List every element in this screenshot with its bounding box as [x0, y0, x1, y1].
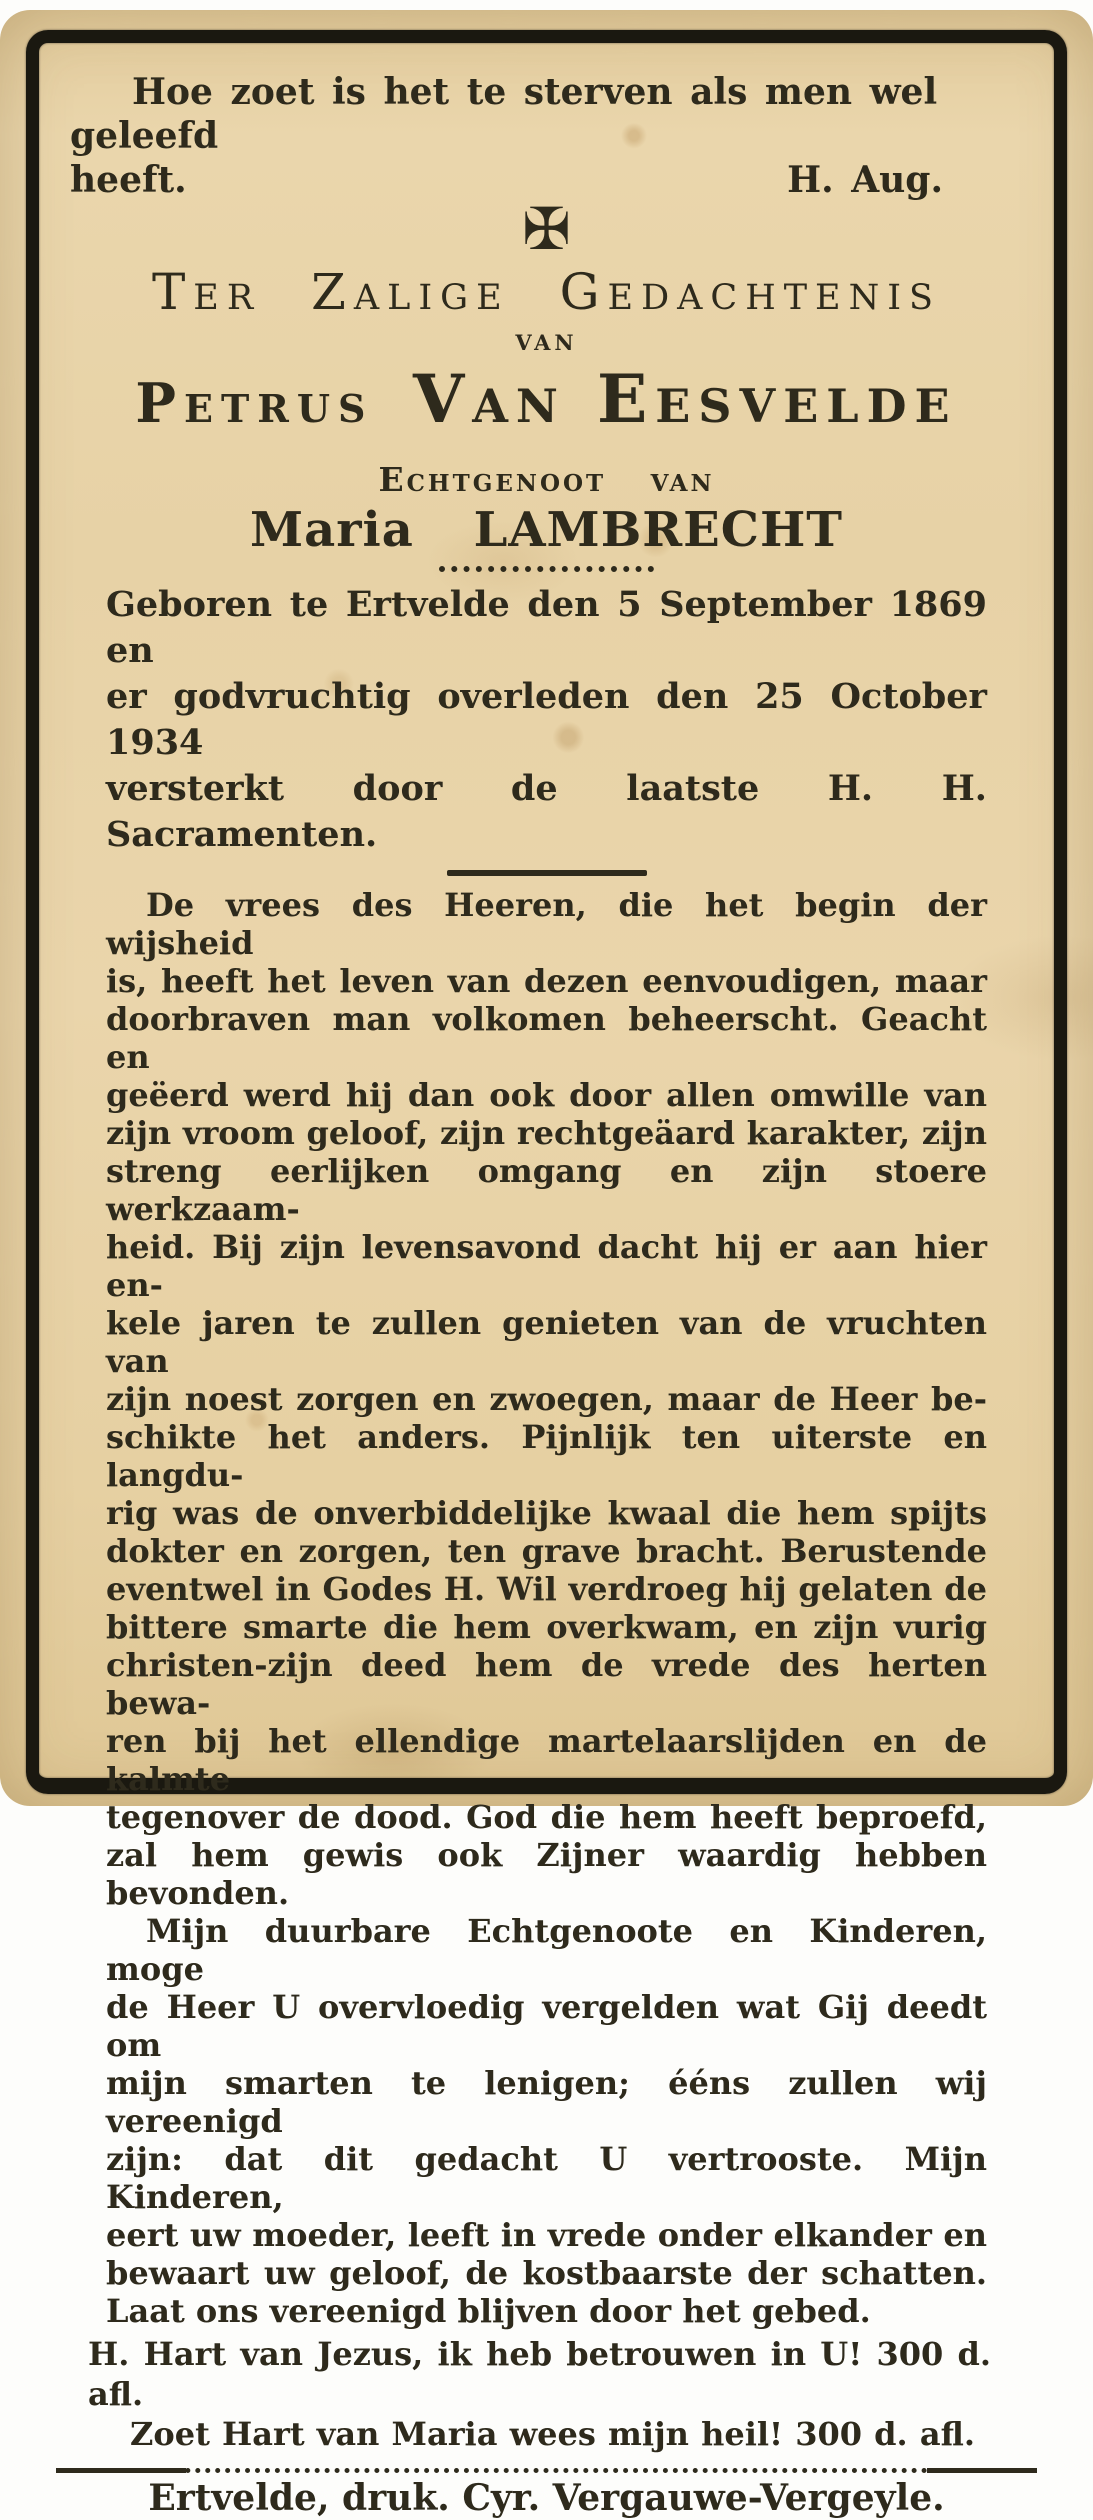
- memorial-heading: Ter Zalige Gedachtenis: [151, 263, 942, 321]
- eulogy-line: is, heeft het leven van dezen eenvoudigen, maar: [106, 962, 987, 1000]
- eulogy-line: streng eerlijken omgang en zijn stoere werkzaam-: [106, 1152, 987, 1228]
- quote-line-2-text: heeft.: [70, 159, 187, 201]
- eulogy-line: Mijn duurbare Echtgenoote en Kinderen, moge: [106, 1912, 987, 1988]
- eulogy-line: De vrees des Heeren, die het begin der wijsheid: [106, 886, 987, 962]
- maltese-cross-icon: ✠: [522, 195, 571, 263]
- eulogy-line: schikte het anders. Pijnlijk ten uiterste en langdu-: [106, 1418, 987, 1494]
- eulogy-line: geëerd werd hij dan ook door allen omwille van: [106, 1076, 987, 1114]
- divider-end-left: [56, 2468, 186, 2473]
- printer-imprint: Ertvelde, druk. Cyr. Vergauwe-Vergeyle.: [148, 2477, 945, 2519]
- eulogy-line: de Heer U overvloedig vergelden wat Gij deedt om: [106, 1988, 987, 2064]
- divider-end-right: [927, 2468, 1037, 2473]
- eulogy-line: christen-zijn deed hem de vrede des herten bewa-: [106, 1646, 987, 1722]
- vitals-line: er godvruchtig overleden den 25 October 1934: [106, 676, 987, 763]
- prayer-invocations: [88, 2334, 991, 2454]
- eulogy-paragraph-2: [106, 1912, 987, 2330]
- footer-divider: [56, 2468, 1037, 2474]
- eulogy-line: doorbraven man volkomen beheerscht. Geacht en: [106, 1000, 987, 1076]
- eulogy-line: bittere smarte die hem overkwam, en zijn vurig: [106, 1608, 987, 1646]
- eulogy-line: bewaart uw geloof, de kostbaarste der schatten.: [106, 2254, 987, 2292]
- eulogy-line: kele jaren te zullen genieten van de vruchten van: [106, 1304, 987, 1380]
- eulogy-line: zal hem gewis ook Zijner waardig hebben bevonden.: [106, 1836, 987, 1912]
- eulogy-line: eventwel in Godes H. Wil verdroeg hij gelaten de: [106, 1570, 987, 1608]
- eulogy-line: heid. Bij zijn levensavond dacht hij er aan hier en-: [106, 1228, 987, 1304]
- deceased-first-name: Petrus: [135, 371, 374, 435]
- eulogy-line: zijn vroom geloof, zijn rechtgeäard karakter, zijn: [106, 1114, 987, 1152]
- memorial-of-label: van: [515, 323, 578, 358]
- eulogy-line: zijn: dat dit gedacht U vertrooste. Mijn Kinderen,: [106, 2140, 987, 2216]
- quote-attribution: H. Aug.: [787, 159, 943, 201]
- deceased-last-name: Van Eesvelde: [413, 360, 958, 438]
- spouse-first-name: Maria: [249, 502, 414, 558]
- prayer-line: Zoet Hart van Maria wees mijn heil! 300 d. afl.: [130, 2415, 975, 2453]
- solid-divider: [447, 870, 647, 876]
- spouse-name: [106, 502, 987, 558]
- deceased-name: [106, 362, 987, 454]
- quote-line-1: Hoe zoet is het te sterven als men wel geleefd: [70, 71, 938, 157]
- prayer-line: H. Hart van Jezus, ik heb betrouwen in U! 300 d. afl.: [88, 2335, 991, 2413]
- dotted-divider: [439, 566, 654, 572]
- eulogy-line: ren bij het ellendige martelaarslijden en de kalmte: [106, 1722, 987, 1798]
- spouse-last-name: LAMBRECHT: [473, 502, 844, 558]
- eulogy-line: Laat ons vereenigd blijven door het gebed.: [106, 2292, 871, 2330]
- eulogy-line: eert uw moeder, leeft in vrede onder elkander en: [106, 2216, 987, 2254]
- eulogy-line: rig was de onverbiddelijke kwaal die hem spijts: [106, 1494, 987, 1532]
- eulogy-line: tegenover de dood. God die hem heeft beproefd,: [106, 1798, 987, 1836]
- eulogy-line: dokter en zorgen, ten grave bracht. Berustende: [106, 1532, 987, 1570]
- eulogy-line: zijn noest zorgen en zwoegen, maar de Heer be-: [106, 1380, 987, 1418]
- vitals-line: Geboren te Ertvelde den 5 September 1869 en: [106, 584, 987, 671]
- eulogy-paragraph-1: [106, 886, 987, 1912]
- vitals-paragraph: [106, 582, 987, 858]
- vitals-line: versterkt door de laatste H. H. Sacramenten.: [106, 768, 987, 855]
- spouse-label: Echtgenoot van: [378, 460, 715, 499]
- eulogy-line: mijn smarten te lenigen; ééns zullen wij vereenigd: [106, 2064, 987, 2140]
- opening-quote: [70, 70, 1023, 202]
- memorial-card: [0, 10, 1093, 2519]
- card-content: [70, 58, 991, 2520]
